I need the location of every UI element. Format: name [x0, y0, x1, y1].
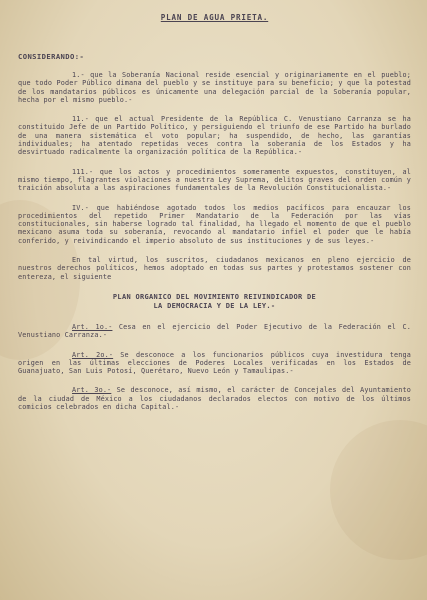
plan-title-line-2: LA DEMOCRACIA Y DE LA LEY.-: [153, 301, 276, 310]
article-3-text: Se desconoce, así mismo, el carácter de Concejales del Ayuntamiento de la ciudad de México a los ciudadanos declarados electos con motivo de los últimos comicios celebrados en dicha Capital.-: [18, 386, 411, 412]
article-1-label: Art. 1o.-: [72, 322, 113, 331]
considerando-paragraph-4: IV.- que habiéndose agotado todos los medios pacíficos para encauzar los procedimientos del repetido Primer Mandatario de la Federación por las vías constitucionales, sin haberse logrado tal finalidad, ha llegado el momento de que el pueblo mexicano asuma toda su soberanía, revocando al mandatario infiel el poder que le había conferido, y reivindicando el imperio absoluto de sus instituciones y de sus leyes.-: [18, 203, 411, 245]
article-1-text: Cesa en el ejercicio del Poder Ejecutivo de la Federación el C. Venustiano Carranza.-: [18, 322, 411, 340]
paper-stain: [330, 420, 427, 560]
considerando-paragraph-2: 11.- que el actual Presidente de la República C. Venustiano Carranza se ha constituido Jefe de un Partido Político, y persiguiendo el triunfo de ese Partido ha burlado de una manera sistemática el voto popular; ha suspendido, de hecho, las garantías individuales; ha atentado repetidas veces contra la soberanía de los Estados y ha desvirtuado radicalmente la organización política de la República.-: [18, 115, 411, 157]
resolution-paragraph: En tal virtud, los suscritos, ciudadanos mexicanos en pleno ejercicio de nuestros derechos políticos, hemos adoptado en todas sus partes y protestamos sostener con entereza, el siguiente: [18, 256, 411, 281]
article-2-label: Art. 2o.-: [72, 350, 114, 359]
plan-title-line-1: PLAN ORGANICO DEL MOVIMIENTO REIVINDICADOR DE: [112, 292, 317, 301]
article-1: [18, 323, 411, 340]
article-2-text: Se desconoce a los funcionarios públicos cuya investidura tenga origen en las últimas elecciones de Poderes Locales verificadas en los Estados de Guanajuato, San Luis Potosí, Querétaro, Nuevo León y Tamaulipas.-: [18, 350, 411, 376]
considerando-paragraph-3: 111.- que los actos y procedimientos someramente expuestos, constituyen, al mismo tiempo, flagrantes violaciones a nuestra Ley Suprema, delitos graves del orden común y traición absoluta a las aspiraciones fundamentales de la Revolución Constitucionalista.-: [18, 167, 411, 193]
article-3-label: Art. 3o.-: [72, 386, 112, 395]
considerando-paragraph-1: 1.- que la Soberanía Nacional reside esencial y originariamente en el pueblo; que todo Poder Público dimana del pueblo y se instituye para su beneficio; y que la potestad de los mandatarios públicos es únicamente una delegación parcial de la Soberanía popular, hecha por el mismo pueblo.-: [18, 71, 411, 104]
considerando-heading: CONSIDERANDO:-: [18, 52, 85, 61]
document-title: PLAN DE AGUA PRIETA.: [160, 13, 269, 22]
plan-title: [18, 293, 411, 311]
article-2: [18, 351, 411, 376]
article-3: [18, 386, 411, 411]
